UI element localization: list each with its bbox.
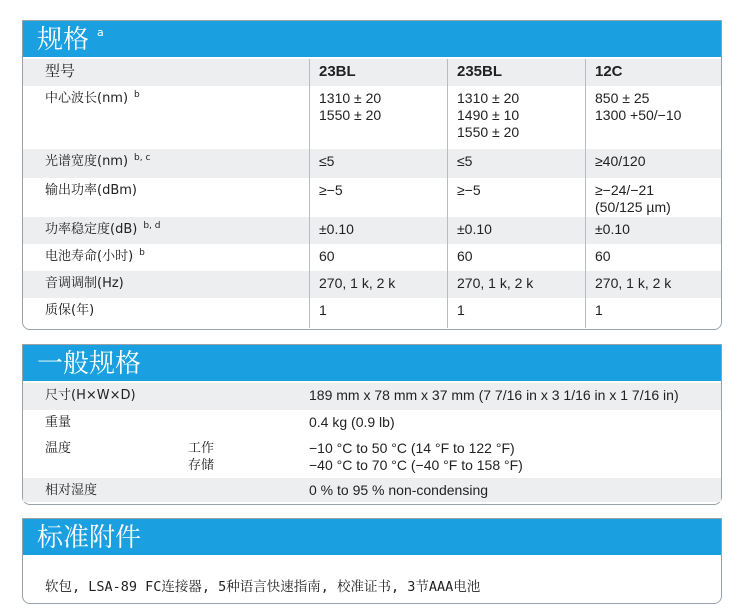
- accessories-panel: [22, 518, 722, 604]
- general-value-line: −10 °C to 50 °C (14 °F to 122 °F): [309, 440, 515, 456]
- spec-cell-c1: [309, 149, 447, 178]
- general-row-value: [309, 436, 719, 478]
- general-row-label: 尺寸(H×W×D): [45, 388, 136, 403]
- spec-row-label: [45, 178, 295, 217]
- spec-row-label-text: 电池寿命(小时): [45, 249, 134, 264]
- spec-panel: [22, 20, 722, 330]
- general-row: [23, 436, 721, 478]
- spec-title-bar: [23, 21, 721, 57]
- general-title: 一般规格: [37, 349, 142, 379]
- header-model-235bl: 235BL: [447, 59, 585, 86]
- spec-row-label: [45, 244, 295, 271]
- spec-cell-line: ≥40/120: [595, 153, 646, 169]
- spec-row-label-text: 输出功率(dBm): [45, 183, 137, 198]
- spec-row-footnote: b, d: [143, 221, 161, 231]
- general-row-label: 重量: [45, 415, 72, 430]
- spec-cell-line: 270, 1 k, 2 k: [457, 275, 534, 291]
- general-condition-line: 工作: [188, 441, 215, 456]
- accessories-title: 标准附件: [37, 523, 142, 553]
- spec-cell-line: 270, 1 k, 2 k: [595, 275, 672, 291]
- spec-row-label: [45, 149, 295, 178]
- spec-row-footnote: b, c: [134, 153, 151, 163]
- spec-cell-line: 270, 1 k, 2 k: [319, 275, 396, 291]
- spec-row: [23, 217, 721, 244]
- spec-cell-c2: [447, 178, 585, 217]
- general-value-line: 0 % to 95 % non-condensing: [309, 482, 489, 498]
- spec-row-label-text: 中心波长(nm): [45, 91, 129, 106]
- spec-cell-line: ±0.10: [319, 221, 354, 237]
- spec-cell-c1: [309, 178, 447, 217]
- spec-cell-line: 1310 ± 20: [457, 90, 520, 106]
- spec-cell-c1: [309, 217, 447, 244]
- spec-cell-line: ≤5: [457, 153, 473, 169]
- spec-cell-line: 1550 ± 20: [319, 107, 382, 123]
- spec-row: [23, 178, 721, 217]
- spec-cell-line: 60: [457, 248, 473, 264]
- spec-cell-c2: [447, 217, 585, 244]
- general-value-line: 0.4 kg (0.9 lb): [309, 414, 395, 430]
- spec-cell-line: 1310 ± 20: [319, 90, 382, 106]
- spec-cell-c3: [585, 298, 725, 328]
- general-row: [23, 410, 721, 436]
- spec-row-footnote: b: [134, 90, 140, 100]
- general-row-value: [309, 410, 719, 436]
- spec-cell-line: 1490 ± 10: [457, 107, 520, 123]
- spec-row: [23, 271, 721, 298]
- spec-cell-line: 1: [595, 302, 603, 318]
- spec-row-label-text: 音调调制(Hz): [45, 276, 124, 291]
- spec-cell-line: 60: [319, 248, 335, 264]
- spec-title-note: a: [97, 26, 104, 39]
- spec-row: [23, 149, 721, 178]
- general-row: [23, 383, 721, 410]
- spec-cell-c2: [447, 86, 585, 149]
- spec-cell-line: (50/125 µm): [595, 199, 671, 215]
- spec-cell-line: ≥−5: [319, 182, 343, 198]
- spec-row-label-text: 光谱宽度(nm): [45, 154, 129, 169]
- header-model-23bl: 23BL: [309, 59, 447, 86]
- spec-cell-line: 1: [319, 302, 327, 318]
- spec-cell-line: ±0.10: [457, 221, 492, 237]
- spec-cell-line: ≥−24/−21: [595, 182, 655, 198]
- spec-cell-line: 1: [457, 302, 465, 318]
- spec-row-label: [45, 271, 295, 298]
- spec-cell-line: 1550 ± 20: [457, 124, 520, 140]
- header-model-label: 型号: [45, 62, 76, 80]
- spec-row-label-text: 功率稳定度(dB): [45, 222, 138, 237]
- spec-cell-c3: [585, 244, 725, 271]
- spec-cell-c3: [585, 178, 725, 217]
- general-panel: [22, 344, 722, 505]
- general-value-line: −40 °C to 70 °C (−40 °F to 158 °F): [309, 457, 523, 473]
- spec-cell-c1: [309, 271, 447, 298]
- spec-cell-line: 1300 +50/−10: [595, 107, 682, 123]
- general-value-line: 189 mm x 78 mm x 37 mm (7 7/16 in x 3 1/16 in x 1 7/16 in): [309, 387, 679, 403]
- spec-cell-c2: [447, 244, 585, 271]
- spec-row-label: [45, 298, 295, 328]
- spec-row: [23, 86, 721, 149]
- spec-row: [23, 244, 721, 271]
- spec-cell-line: ±0.10: [595, 221, 630, 237]
- spec-cell-c2: [447, 149, 585, 178]
- general-title-bar: [23, 345, 721, 381]
- spec-cell-c2: [447, 271, 585, 298]
- general-row-condition: [188, 436, 308, 478]
- general-row-label: 相对湿度: [45, 483, 98, 498]
- spec-cell-c3: [585, 86, 725, 149]
- spec-cell-line: ≤5: [319, 153, 335, 169]
- general-condition-line: 存储: [188, 458, 215, 473]
- spec-cell-c1: [309, 86, 447, 149]
- spec-cell-c2: [447, 298, 585, 328]
- spec-cell-c1: [309, 244, 447, 271]
- spec-row-label-text: 质保(年): [45, 303, 95, 318]
- header-model-12c: 12C: [585, 59, 725, 86]
- general-row-value: [309, 383, 719, 410]
- spec-row-label: [45, 217, 295, 244]
- spec-row-footnote: b: [139, 248, 145, 258]
- spec-cell-c1: [309, 298, 447, 328]
- spec-header-row: [23, 59, 721, 86]
- spec-title: 规格: [37, 25, 90, 55]
- spec-cell-c3: [585, 217, 725, 244]
- spec-cell-c3: [585, 271, 725, 298]
- general-row-label: 温度: [45, 441, 72, 456]
- spec-cell-line: ≥−5: [457, 182, 481, 198]
- general-row: [23, 478, 721, 502]
- spec-cell-line: 60: [595, 248, 611, 264]
- general-row-value: [309, 478, 719, 502]
- spec-cell-c3: [585, 149, 725, 178]
- accessories-text: 软包, LSA-89 FC连接器, 5种语言快速指南, 校准证书, 3节AAA电池: [45, 579, 481, 595]
- spec-row-label: [45, 86, 295, 149]
- spec-row: [23, 298, 721, 328]
- spec-cell-line: 850 ± 25: [595, 90, 650, 106]
- accessories-title-bar: [23, 519, 721, 555]
